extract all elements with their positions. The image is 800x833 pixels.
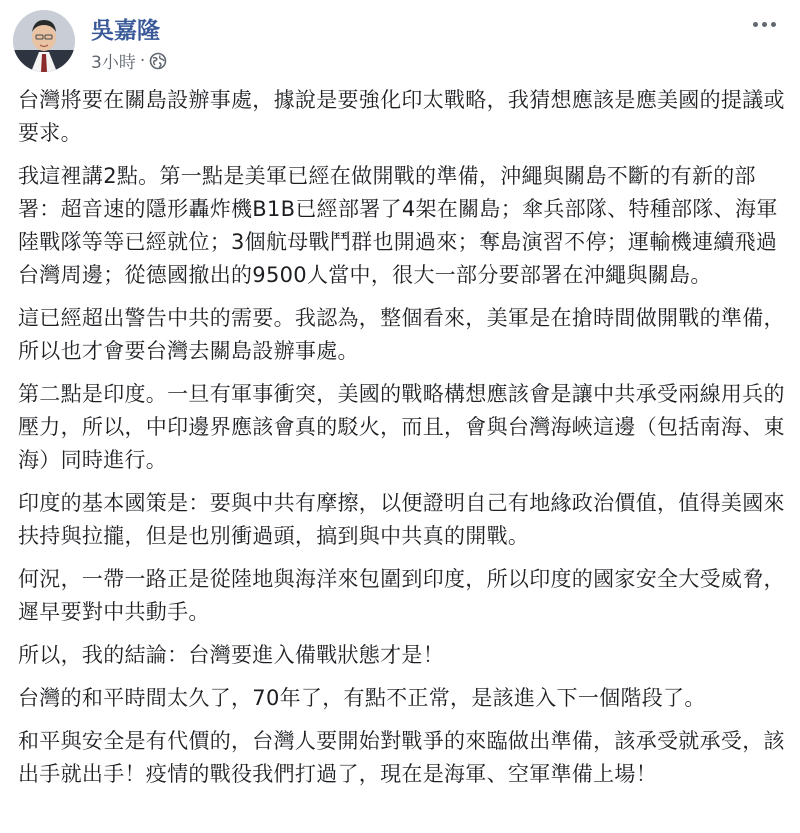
post-body — [18, 84, 788, 801]
meta-separator: · — [139, 50, 146, 71]
more-dot — [762, 22, 767, 27]
post-paragraph: 第二點是印度。一旦有軍事衝突，美國的戰略構想應該會是讓中共承受兩線用兵的壓力，所以，中印邊界應該會真的駁火，而且，會與台灣海峽這邊（包括南海、東海）同時進行。 — [18, 382, 785, 472]
avatar-photo — [13, 10, 75, 72]
post-paragraph: 所以，我的結論：台灣要進入備戰狀態才是！ — [18, 643, 444, 667]
post-paragraph: 台灣的和平時間太久了，70年了，有點不正常，是該進入下一個階段了。 — [18, 686, 706, 710]
post-timestamp[interactable]: 3小時 — [91, 53, 136, 73]
avatar[interactable] — [13, 10, 75, 72]
post-paragraph: 和平與安全是有代價的，台灣人要開始對戰爭的來臨做出準備，該承受就承受，該出手就出手！疫情的戰役我們打過了，現在是海軍、空軍準備上場！ — [18, 729, 785, 786]
post-meta — [91, 48, 167, 73]
author-name[interactable]: 吳嘉隆 — [91, 18, 160, 44]
globe-icon[interactable] — [149, 52, 167, 70]
post-paragraph: 我這裡講2點。第一點是美軍已經在做開戰的準備，沖繩與關島不斷的有新的部署：超音速的隱形轟炸機B1B已經部署了4架在關島；傘兵部隊、特種部隊、海軍陸戰隊等等已經就位；3個航母戰鬥群也開過來；奪島演習不停；運輸機連續飛過台灣周邊；從德國撤出的9500人當中，很大一部分要部署在沖繩與關島。 — [18, 164, 778, 287]
more-dot — [771, 22, 776, 27]
post-paragraph: 台灣將要在關島設辦事處，據說是要強化印太戰略，我猜想應該是應美國的提議或要求。 — [18, 88, 785, 145]
post-paragraph: 這已經超出警告中共的需要。我認為，整個看來，美軍是在搶時間做開戰的準備，所以也才會要台灣去關島設辦事處。 — [18, 306, 785, 363]
post-paragraph: 印度的基本國策是：要與中共有摩擦，以便證明自己有地緣政治價值，值得美國來扶持與拉攏，但是也別衝過頭，搞到與中共真的開戰。 — [18, 491, 785, 548]
post-paragraph: 何況，一帶一路正是從陸地與海洋來包圍到印度，所以印度的國家安全大受威脅，遲早要對中共動手。 — [18, 567, 785, 624]
more-dot — [753, 22, 758, 27]
more-horizontal-icon[interactable] — [748, 14, 780, 34]
post-header — [13, 10, 790, 76]
